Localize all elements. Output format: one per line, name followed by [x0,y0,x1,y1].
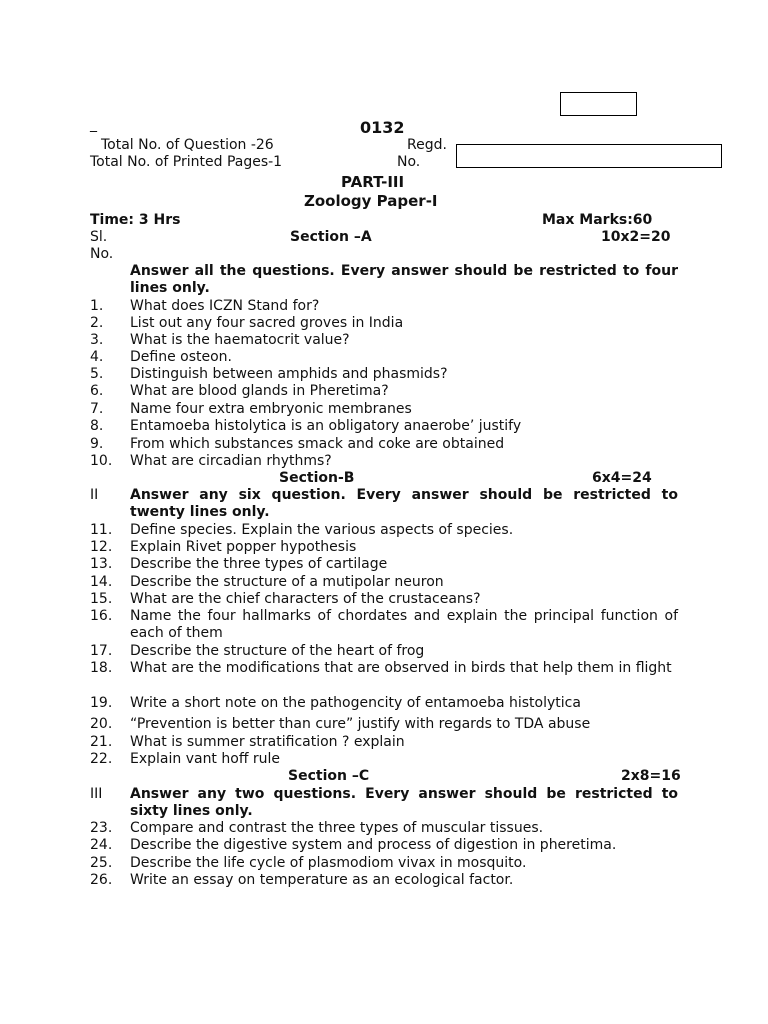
total-pages: Total No. of Printed Pages-1 [90,154,283,170]
serial-no-label: No. [90,246,114,262]
regd-number-box [456,144,722,168]
overline-mark: ‾ [90,130,97,146]
section-c-title: Section –C [288,768,370,784]
section-a-marks: 10x2=20 [601,229,671,245]
section-b-marks: 6x4=24 [592,470,652,486]
no-label: No. [397,154,421,170]
paper-title: Zoology Paper-I [304,192,438,210]
max-marks: Max Marks:60 [542,212,653,228]
code-box [560,92,637,116]
paper-code: 0132 [360,118,405,137]
part-title: PART-III [341,173,405,191]
section-b-title: Section-B [279,470,355,486]
regd-label: Regd. [407,137,447,153]
section-a-title: Section –A [290,229,372,245]
total-questions: Total No. of Question -26 [101,137,274,153]
section-c-marks: 2x8=16 [621,768,681,784]
time-allowed: Time: 3 Hrs [90,212,181,228]
serial-label: Sl. [90,229,108,245]
